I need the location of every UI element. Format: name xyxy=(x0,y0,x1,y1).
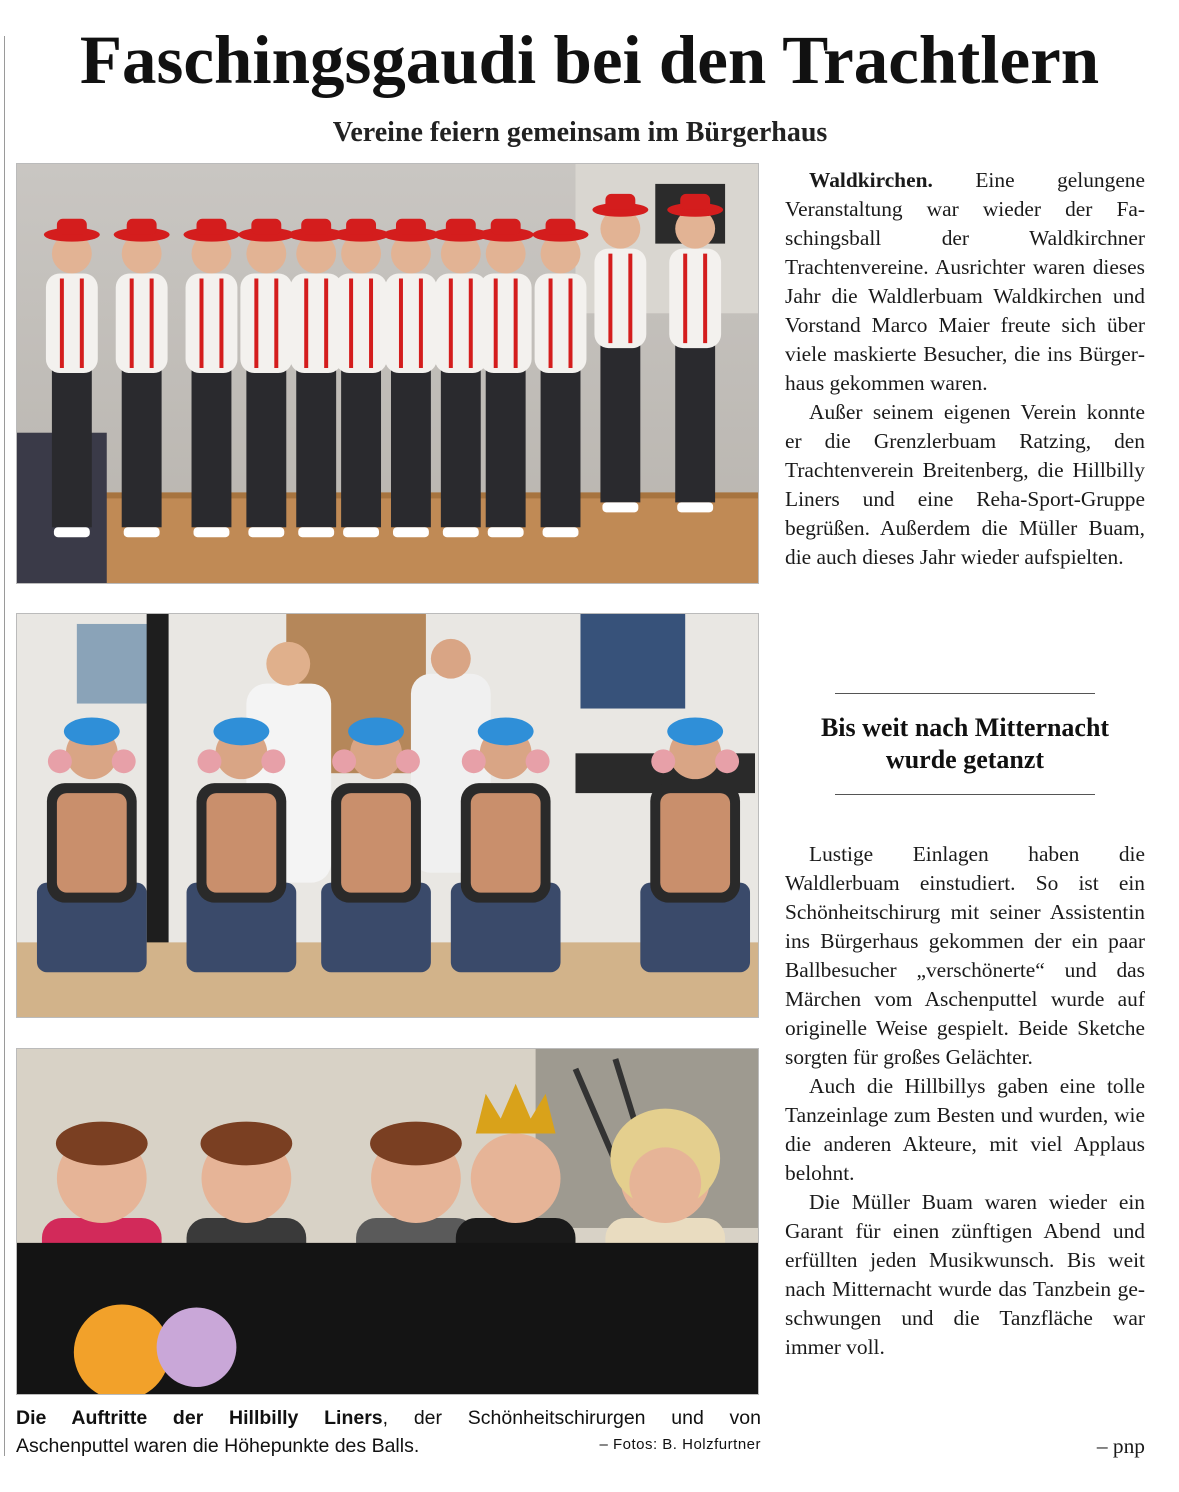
seated-figure xyxy=(451,717,561,972)
photo-1-illustration xyxy=(17,164,758,583)
photo-caption xyxy=(16,1404,761,1460)
seated-figure xyxy=(187,717,297,972)
caption-line1-rest: , der Schönheitschirurgen und von xyxy=(382,1407,761,1429)
intertitle: Bis weit nach Mitternacht wurde getanzt xyxy=(820,713,1110,774)
photo-cinderella-sketch xyxy=(16,1048,759,1395)
seated-figure xyxy=(37,717,147,972)
divider-top xyxy=(835,693,1095,694)
paragraph-5: Die Müller Buam waren wieder ein Garant für einen zünftigen Abend und erfüllten jeden Musikwunsch. Bis weit nach Mitternacht wurde das Tanzbein geschwungen und die Tanzfläche war immer voll. xyxy=(785,1190,1145,1359)
page-left-border xyxy=(4,36,5,1456)
caption-line2: Aschenputtel waren die Höhepunkte des Balls. xyxy=(16,1435,420,1457)
subheadline: Vereine feiern gemeinsam im Bürgerhaus xyxy=(332,117,828,148)
article-column-top xyxy=(785,166,1145,572)
divider-bottom xyxy=(835,794,1095,795)
photo-hillbilly-liners xyxy=(16,163,759,584)
seated-figure xyxy=(321,717,431,972)
paragraph-1-text: Eine gelungene Veranstaltung war wieder der Faschingsball der Waldkirchner Trachtenvereine. Ausrichter waren dieses Jahr die Waldlerbuam Waldkirchen und Vorstand Marco Maier freute sich über viele maskierte Besucher, die ins Bürgerhaus gekommen waren. xyxy=(785,168,1145,395)
photo-2-illustration xyxy=(17,614,758,1017)
seated-figure xyxy=(640,717,750,972)
paragraph-3: Lustige Einlagen haben die Waldlerbuam einstudiert. So ist ein Schönheitschirurg mit seiner Assistentin ins Bürgerhaus gekommen der ein paar Ballbesucher „verschönerte“ und das Märchen vom Aschenputtel wurde auf originelle Weise gespielt. Beide Sketche sorgten für großes Gelächter. xyxy=(785,842,1145,1069)
photo-credit: – Fotos: B. Holzfurtner xyxy=(599,1436,761,1453)
paragraph-1 xyxy=(785,166,1145,398)
photo-3-illustration xyxy=(17,1049,758,1394)
dateline: Waldkirchen. xyxy=(809,168,933,192)
paragraph-4: Auch die Hillbillys gaben eine tolle Tanzeinlage zum Besten und wurden, wie die anderen Akteure, mit viel Applaus belohnt. xyxy=(785,1074,1145,1185)
caption-bold: Die Auftritte der Hillbilly Liners xyxy=(16,1407,383,1429)
article-column-bottom xyxy=(785,840,1145,1362)
photo-beauty-surgeons xyxy=(16,613,759,1018)
author-signature: – pnp xyxy=(1096,1434,1145,1458)
headline: Faschingsgaudi bei den Trachtlern xyxy=(79,22,1100,98)
paragraph-2: Außer seinem eigenen Verein konnte er die Grenzlerbuam Ratzing, den Trachtenverein Breitenberg, die Hillbilly Liners und eine Reha-Sport-Gruppe begrüßen. Außerdem die Müller Buam, die auch dieses Jahr wieder aufspielten. xyxy=(785,400,1145,569)
